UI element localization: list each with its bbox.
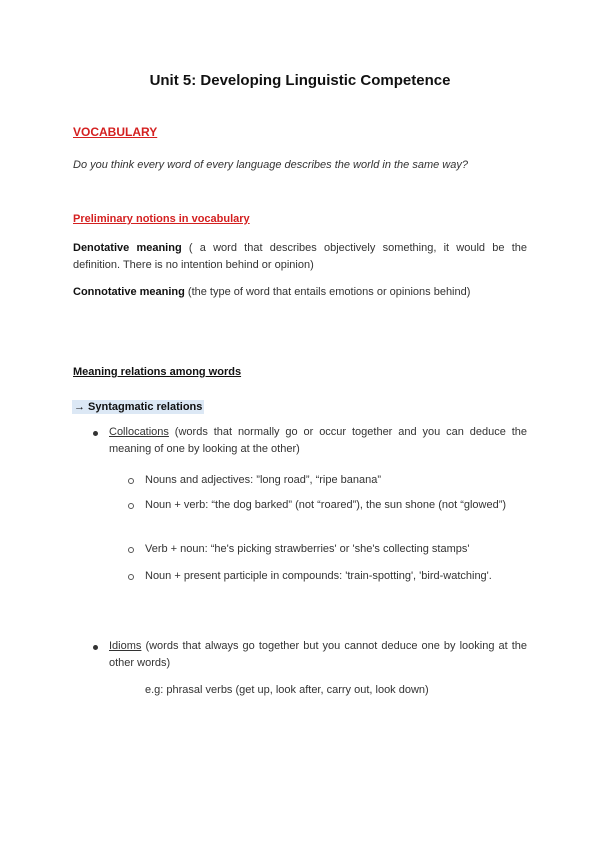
connotative-text: (the type of word that entails emotions or opinions behind) — [184, 286, 471, 298]
denotative-text: ( a word that describes objectively something, it would be the definition. There is no intention behind or opinion) — [73, 242, 527, 271]
collocations-term: Collocations — [109, 426, 169, 438]
intro-question: Do you think every word of every language describes the world in the same way? — [73, 159, 468, 171]
denotative-term: Denotative meaning — [73, 242, 182, 254]
sub-bullet-circle-icon — [128, 503, 134, 509]
syntagmatic-subheading — [72, 397, 204, 415]
page-title: Unit 5: Developing Linguistic Competence — [149, 72, 451, 89]
sub-bullet-circle-icon — [128, 547, 134, 553]
section-heading-vocabulary: VOCABULARY — [73, 125, 158, 139]
meaning-relations-heading: Meaning relations among words — [73, 366, 242, 378]
sub-bullet-circle-icon — [128, 574, 134, 580]
example-item: Noun + verb: “the dog barked” (not “roared”), the sun shone (not “glowed”) — [145, 499, 507, 511]
collocations-item — [109, 424, 527, 458]
idioms-text: (words that always go together but you cannot deduce one by looking at the other words) — [109, 640, 527, 669]
example-item: Nouns and adjectives: ”long road”, “ripe banana” — [145, 474, 382, 486]
connotative-term: Connotative meaning — [73, 286, 185, 298]
idioms-item — [109, 638, 527, 672]
preliminary-heading: Preliminary notions in vocabulary — [73, 213, 250, 225]
sub-bullet-circle-icon — [128, 478, 134, 484]
idioms-example: e.g: phrasal verbs (get up, look after, carry out, look down) — [145, 684, 429, 696]
syntagmatic-highlight: → Syntagmatic relations — [74, 401, 203, 413]
example-item: Noun + present participle in compounds: 'train-spotting', 'bird-watching'. — [145, 570, 492, 582]
idioms-term: Idioms — [109, 640, 142, 652]
collocations-text: (words that normally go or occur together and you can deduce the meaning of one by looking at the other) — [109, 426, 527, 455]
bullet-dot-icon — [93, 431, 98, 436]
connotative-paragraph — [73, 284, 527, 301]
example-item: Verb + noun: “he's picking strawberries' or 'she's collecting stamps' — [145, 543, 470, 555]
denotative-paragraph — [73, 240, 527, 274]
bullet-dot-icon — [93, 645, 98, 650]
